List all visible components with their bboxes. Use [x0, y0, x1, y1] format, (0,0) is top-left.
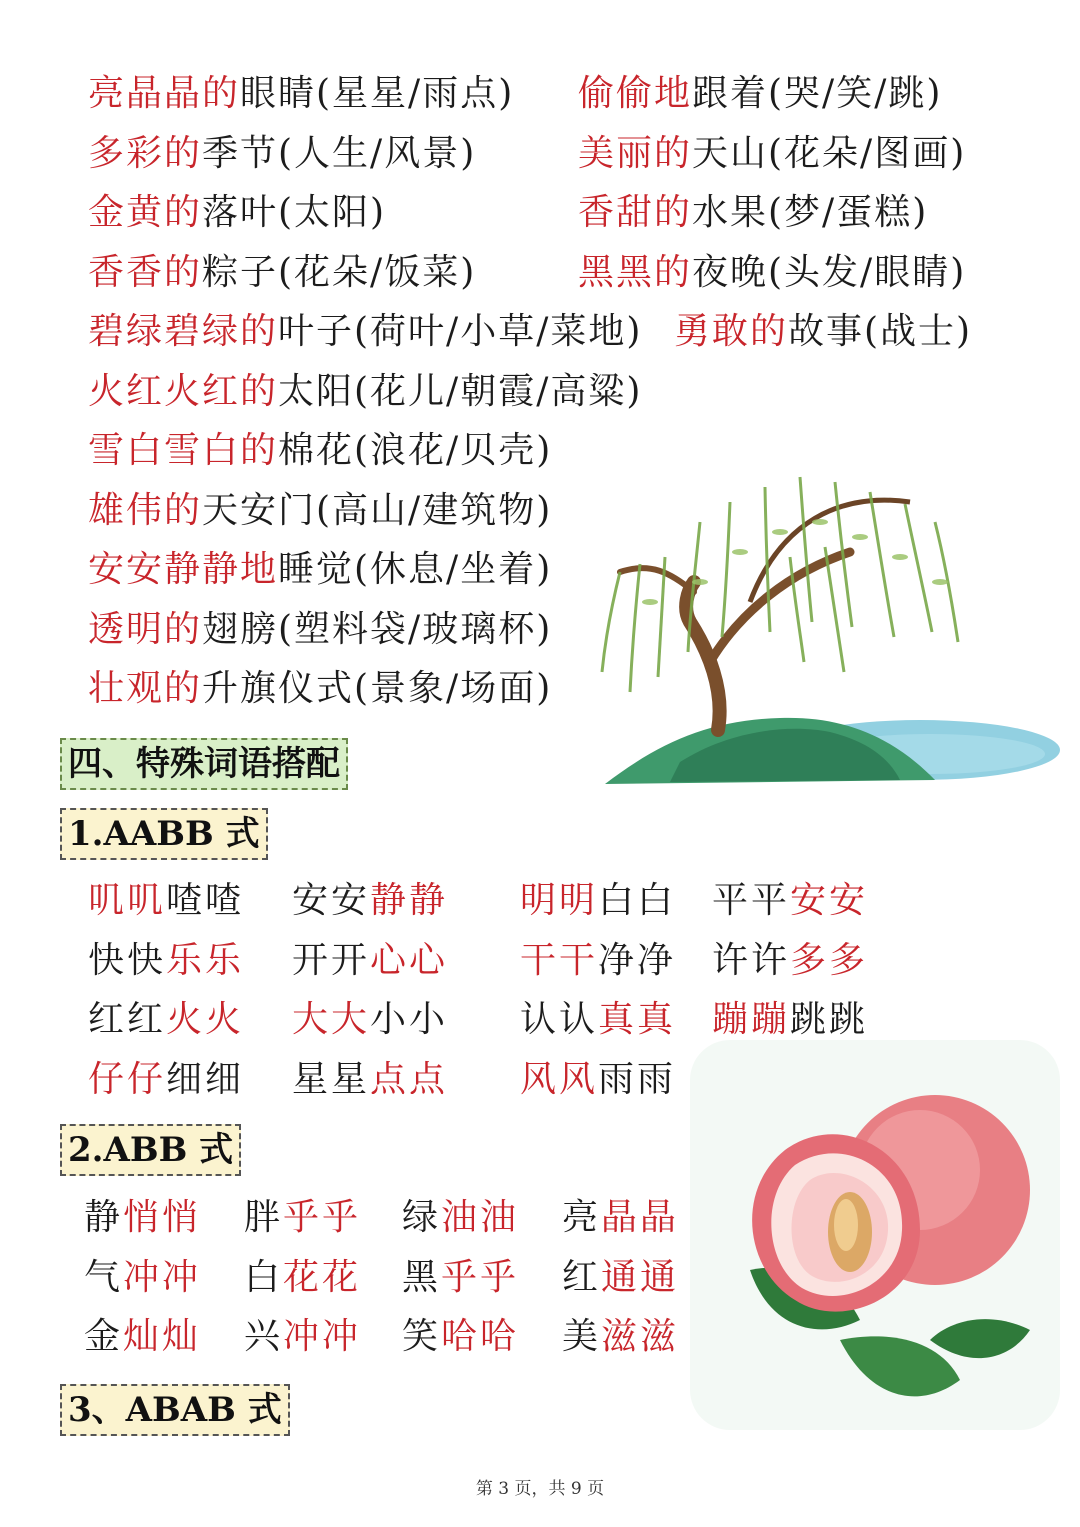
plain-part: 平平 — [712, 880, 791, 921]
highlighted-part: 仔仔 — [88, 1058, 167, 1100]
phrase-noun: 天山(花朵/图画) — [692, 132, 967, 174]
phrase-noun: 叶子(荷叶/小草/菜地) — [278, 311, 643, 352]
page-footer: 第 3 页，共 9 页 — [475, 1479, 605, 1499]
peach-illustration — [690, 1040, 1060, 1430]
highlighted-part: 点点 — [370, 1058, 449, 1100]
phrase-noun: 翅膀(塑料袋/玻璃杯) — [202, 608, 553, 650]
phrase-item — [88, 429, 552, 473]
phrase-item — [88, 251, 476, 295]
plain-part: 红红 — [88, 999, 167, 1040]
aabb-word — [712, 879, 868, 923]
abb-word — [84, 1315, 201, 1359]
aabb-word — [520, 939, 676, 983]
phrase-modifier: 亮晶晶的 — [88, 73, 241, 114]
plain-part: 静 — [84, 1197, 124, 1238]
phrase-item — [88, 548, 552, 592]
highlighted-part: 悄悄 — [123, 1197, 202, 1238]
abb-word — [244, 1196, 361, 1240]
aabb-word — [292, 939, 448, 983]
aabb-word — [88, 879, 244, 923]
abb-word — [84, 1256, 201, 1300]
aabb-word — [88, 1058, 244, 1102]
plain-part: 胖 — [244, 1197, 284, 1238]
plain-part: 喳喳 — [166, 880, 245, 921]
highlighted-part: 火火 — [166, 999, 245, 1040]
aabb-word — [520, 1058, 676, 1102]
phrase-modifier: 安安静静地 — [88, 549, 279, 590]
phrase-noun: 夜晚(头发/眼睛) — [692, 251, 967, 293]
phrase-item — [578, 251, 966, 295]
phrase-item — [88, 370, 642, 414]
abb-word — [402, 1256, 519, 1300]
phrase-modifier: 勇敢的 — [674, 311, 789, 352]
highlighted-part: 多多 — [790, 939, 869, 981]
aabb-word — [88, 939, 244, 983]
plain-part: 细细 — [166, 1058, 245, 1100]
plain-part: 认认 — [520, 999, 599, 1040]
phrase-modifier: 碧绿碧绿的 — [88, 311, 279, 352]
plain-part: 许许 — [712, 939, 791, 981]
highlighted-part: 乎乎 — [441, 1256, 520, 1298]
abb-word — [562, 1196, 679, 1240]
highlighted-part: 真真 — [598, 999, 677, 1040]
phrase-modifier: 壮观的 — [88, 668, 203, 709]
plain-part: 兴 — [244, 1316, 284, 1357]
highlighted-part: 通通 — [601, 1256, 680, 1298]
aabb-word — [292, 879, 448, 923]
highlighted-part: 乐乐 — [166, 939, 245, 981]
aabb-word — [712, 998, 868, 1042]
phrase-noun: 棉花(浪花/贝壳) — [278, 430, 553, 471]
plain-part: 白 — [244, 1256, 284, 1298]
plain-part: 开开 — [292, 939, 371, 981]
highlighted-part: 冲冲 — [283, 1316, 362, 1357]
phrase-modifier: 美丽的 — [578, 132, 693, 174]
plain-part: 笑 — [402, 1316, 442, 1357]
willow-tree-illustration — [590, 462, 1065, 797]
phrase-item — [578, 191, 928, 235]
abb-word — [402, 1196, 519, 1240]
phrase-modifier: 香香的 — [88, 251, 203, 293]
phrase-item — [88, 72, 514, 116]
phrase-item — [578, 132, 966, 176]
phrase-item — [88, 489, 552, 533]
plain-part: 美 — [562, 1316, 602, 1357]
abb-word — [244, 1256, 361, 1300]
abb-word — [562, 1315, 679, 1359]
highlighted-part: 叽叽 — [88, 880, 167, 921]
highlighted-part: 乎乎 — [283, 1197, 362, 1238]
phrase-item — [88, 608, 552, 652]
plain-part: 金 — [84, 1316, 124, 1357]
plain-part: 气 — [84, 1256, 124, 1298]
highlighted-part: 安安 — [790, 880, 869, 921]
phrase-noun: 季节(人生/风景) — [202, 132, 477, 174]
phrase-noun: 水果(梦/蛋糕) — [692, 192, 929, 233]
plain-part: 安安 — [292, 880, 371, 921]
aabb-word — [88, 998, 244, 1042]
abb-heading: 2.ABB 式 — [60, 1124, 241, 1176]
abb-word — [244, 1315, 361, 1359]
aabb-word — [292, 1058, 448, 1102]
plain-part: 亮 — [562, 1197, 602, 1238]
highlighted-part: 花花 — [283, 1256, 362, 1298]
plain-part: 星星 — [292, 1058, 371, 1100]
section-heading: 四、特殊词语搭配 — [60, 738, 348, 790]
abb-word — [562, 1256, 679, 1300]
phrase-modifier: 雄伟的 — [88, 489, 203, 531]
abb-word — [402, 1315, 519, 1359]
highlighted-part: 干干 — [520, 939, 599, 981]
highlighted-part: 冲冲 — [123, 1256, 202, 1298]
phrase-noun: 故事(战士) — [788, 311, 973, 352]
highlighted-part: 明明 — [520, 880, 599, 921]
phrase-modifier: 透明的 — [88, 608, 203, 650]
phrase-item — [578, 72, 942, 116]
aabb-word — [520, 998, 676, 1042]
plain-part: 跳跳 — [790, 999, 869, 1040]
aabb-heading: 1.AABB 式 — [60, 808, 268, 860]
abab-heading: 3、ABAB 式 — [60, 1384, 290, 1436]
highlighted-part: 蹦蹦 — [712, 999, 791, 1040]
highlighted-part: 灿灿 — [123, 1316, 202, 1357]
plain-part: 黑 — [402, 1256, 442, 1298]
phrase-noun: 眼睛(星星/雨点) — [240, 73, 515, 114]
phrase-modifier: 雪白雪白的 — [88, 430, 279, 471]
aabb-word — [520, 879, 676, 923]
phrase-modifier: 火红火红的 — [88, 370, 279, 412]
plain-part: 净净 — [598, 939, 677, 981]
phrase-item — [88, 132, 476, 176]
phrase-modifier: 香甜的 — [578, 192, 693, 233]
plain-part: 绿 — [402, 1197, 442, 1238]
abb-word — [84, 1196, 201, 1240]
phrase-item — [88, 191, 386, 235]
phrase-noun: 粽子(花朵/饭菜) — [202, 251, 477, 293]
phrase-item — [674, 310, 972, 354]
phrase-noun: 升旗仪式(景象/场面) — [202, 668, 553, 709]
highlighted-part: 滋滋 — [601, 1316, 680, 1357]
highlighted-part: 静静 — [370, 880, 449, 921]
phrase-modifier: 多彩的 — [88, 132, 203, 174]
highlighted-part: 心心 — [370, 939, 449, 981]
highlighted-part: 大大 — [292, 999, 371, 1040]
aabb-word — [292, 998, 448, 1042]
phrase-modifier: 黑黑的 — [578, 251, 693, 293]
phrase-noun: 落叶(太阳) — [202, 192, 387, 233]
highlighted-part: 晶晶 — [601, 1197, 680, 1238]
phrase-noun: 睡觉(休息/坐着) — [278, 549, 553, 590]
phrase-noun: 太阳(花儿/朝霞/高粱) — [278, 370, 643, 412]
phrase-item — [88, 667, 552, 711]
plain-part: 小小 — [370, 999, 449, 1040]
highlighted-part: 油油 — [441, 1197, 520, 1238]
plain-part: 雨雨 — [598, 1058, 677, 1100]
phrase-modifier: 金黄的 — [88, 192, 203, 233]
plain-part: 红 — [562, 1256, 602, 1298]
highlighted-part: 哈哈 — [441, 1316, 520, 1357]
phrase-item — [88, 310, 642, 354]
plain-part: 快快 — [88, 939, 167, 981]
phrase-noun: 天安门(高山/建筑物) — [202, 489, 553, 531]
plain-part: 白白 — [598, 880, 677, 921]
phrase-noun: 跟着(哭/笑/跳) — [692, 73, 943, 114]
highlighted-part: 风风 — [520, 1058, 599, 1100]
aabb-word — [712, 939, 868, 983]
phrase-modifier: 偷偷地 — [578, 73, 693, 114]
